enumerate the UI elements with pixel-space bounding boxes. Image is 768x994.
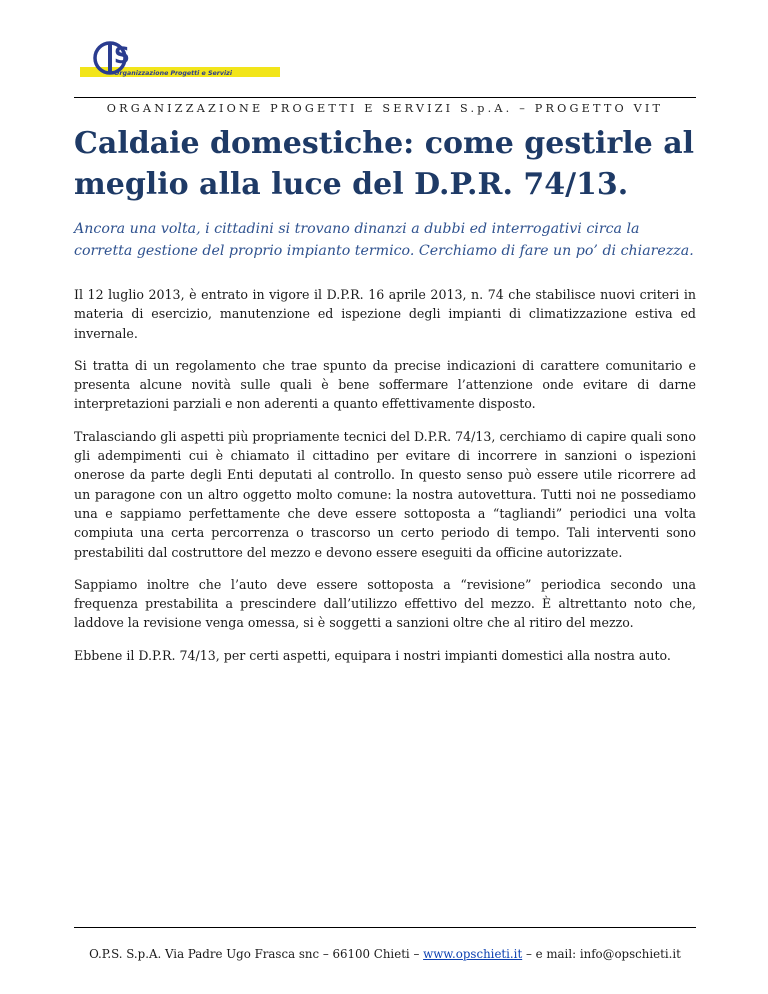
article-title: Caldaie domestiche: come gestirle al meglio alla luce del D.P.R. 74/13. — [74, 126, 695, 202]
paragraph-1: Il 12 luglio 2013, è entrato in vigore il D.P.R. 16 aprile 2013, n. 74 che stabilisce nuovi criteri in materia di esercizio, manutenzione ed ispezione degli impianti di climatizzazione estiva ed invernale. — [74, 287, 696, 341]
footer — [74, 947, 696, 961]
footer-email: – e mail: info@opschieti.it — [522, 947, 681, 961]
footer-address: O.P.S. S.p.A. Via Padre Ugo Frasca snc – 66100 Chieti – — [89, 947, 424, 961]
logo-tagline: Organizzazione Progetti e Servizi — [114, 70, 232, 77]
paragraph-3: Tralasciando gli aspetti più propriamente tecnici del D.P.R. 74/13, cerchiamo di capire quali sono gli adempimenti cui è chiamato il cittadino per evitare di incorrere in sanzioni o ispezioni onerose da parte degli Enti deputati al controllo. In questo senso può essere utile ricorrere ad un paragone con un altro oggetto molto comune: la nostra autovettura. Tutti noi ne possediamo una e sappiamo perfettamente che deve essere sottoposta a “tagliandi” periodici una volta compiuta una certa percorrenza o trascorso un certo periodo di tempo. Tali interventi sono prestabiliti dal costruttore del mezzo e devono essere eseguiti da officine autorizzate. — [74, 428, 696, 560]
footer-website-link[interactable]: www.opschieti.it — [423, 947, 523, 961]
article-subtitle: Ancora una volta, i cittadini si trovano dinanzi a dubbi ed interrogativi circa la corretta gestione del proprio impianto termico. Cerchiamo di fare un po’ di chiarezza. — [74, 221, 694, 259]
header-line: ORGANIZZAZIONE PROGETTI E SERVIZI S.p.A. – PROGETTO VIT — [106, 102, 664, 115]
ops-logo — [80, 38, 280, 84]
svg-text:S: S — [114, 44, 130, 69]
footer-rule — [74, 927, 696, 928]
header-rule — [74, 97, 696, 98]
paragraph-4: Sappiamo inoltre che l’auto deve essere sottoposta a “revisione” periodica secondo una frequenza prestabilita a prescindere dall’utilizzo effettivo del mezzo. È altrettanto noto che, laddove la revisione venga omessa, si è soggetti a sanzioni oltre che al ritiro del mezzo. — [74, 576, 696, 631]
article-body — [74, 285, 696, 678]
paragraph-5: Ebbene il D.P.R. 74/13, per certi aspetti, equipara i nostri impianti domestici alla nostra auto. — [74, 647, 671, 663]
paragraph-2: Si tratta di un regolamento che trae spunto da precise indicazioni di carattere comunitario e presenta alcune novità sulle quali è bene soffermare l’attenzione onde evitare di darne interpretazioni parziali e non aderenti a quanto effettivamente disposto. — [74, 357, 696, 412]
